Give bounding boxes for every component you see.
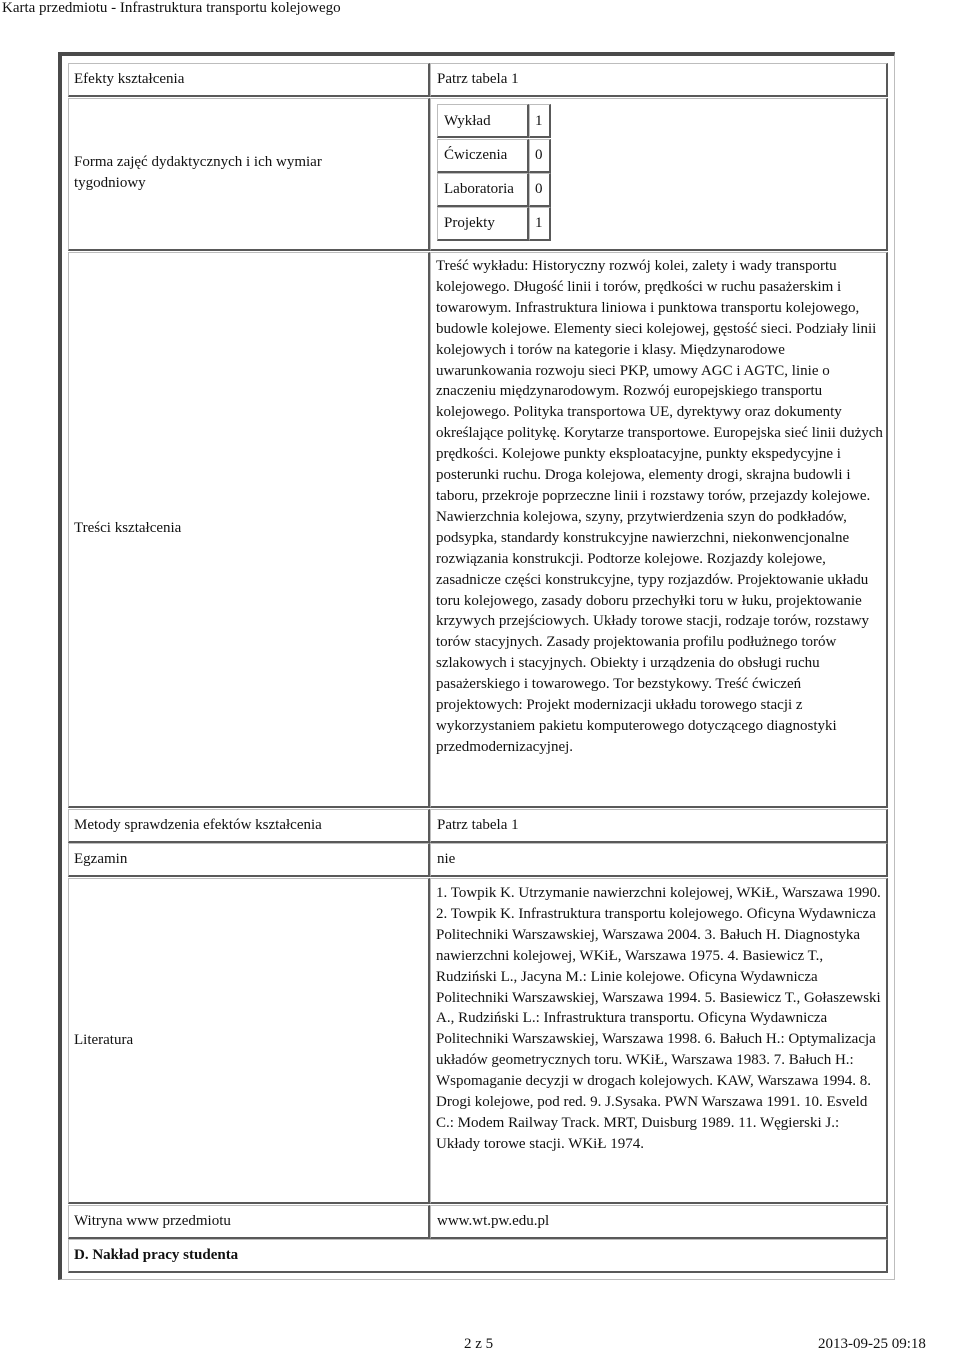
egzamin-value-cell xyxy=(430,843,888,877)
tresci-content: Treść wykładu: Historyczny rozwój kolei, zalety i wady transportu kolejowego. Długość linii i torów, prędkości w ruchu pasażerskim i towarowym. Infrastruktura liniowa i punktowa transportu kolejowego, budowle kolejowe. Elementy sieci kolejowej, gęstość sieci. Podziały linii kolejowych i torów na kategorie i klasy. Międzynarodowe uwarunkowania rozwoju sieci PKP, umowy AGC i AGTC, linie o znaczeniu międzynarodowym. Rozwój europejskiego transportu kolejowego. Polityka transportowa UE, dyrektywy oraz dokumenty określające politykę. Korytarze transportowe. Europejska sieć linii dużych prędkości. Kolejowe punkty eksploatacyjne, punkty ekspedycyjne i posterunki ruchu. Droga kolejowa, elementy drogi, skrajna budowli i taboru, przekroje poprzeczne linii i rozstawy torów, przejazdy kolejowe. Nawierzchnia kolejowa, szyny, przytwierdzenia szyn do podkładów, podsypka, standardy konstrukcyjne nawierzchni, niekonwencjonalne rozwiązania konstrukcji. Podtorze kolejowe. Rozjazdy kolejowe, zasadnicze części konstrukcyjne, typy rozjazdów. Projektowanie układu toru kolejowego, zasady doboru przechyłki toru w łuku, projektowanie krzywych przejściowych. Układy torowe stacji, rodzaje torów, rozstawy torów stacyjnych. Zasady projektowania profilu podłużnego torów szlakowych i stacyjnych. Obiekty i urządzenia do obsługi ruchu pasażerskiego i towarowego. Tor bezstykowy. Treść ćwiczeń projektowych: Projekt modernizacji układu torowego stacji z wykorzystaniem pakietu komputerowego dotyczącego diagnostyki przedmodernizacyjnej. xyxy=(436,258,883,755)
tresci-label: Treści kształcenia xyxy=(74,520,182,536)
metody-label: Metody sprawdzenia efektów kształcenia xyxy=(74,817,322,833)
forma-item-name-laboratoria: Laboratoria xyxy=(444,181,514,197)
forma-item-name-projekty: Projekty xyxy=(444,215,495,231)
forma-item-value-cwiczenia: 0 xyxy=(535,147,543,163)
page-number: 2 z 5 xyxy=(464,1336,494,1352)
literatura-label: Literatura xyxy=(74,1032,134,1048)
forma-item-name-wyklad: Wykład xyxy=(444,113,491,129)
egzamin-value: nie xyxy=(437,851,456,867)
efekty-value: Patrz tabela 1 xyxy=(437,71,519,87)
forma-item-value-laboratoria: 0 xyxy=(535,181,543,197)
metody-value: Patrz tabela 1 xyxy=(437,817,519,833)
page-header-title: Karta przedmiotu - Infrastruktura transportu kolejowego xyxy=(2,0,341,16)
witryna-label: Witryna www przedmiotu xyxy=(74,1213,231,1229)
section-d-title: D. Nakład pracy studenta xyxy=(74,1247,239,1263)
literatura-content: 1. Towpik K. Utrzymanie nawierzchni kolejowej, WKiŁ, Warszawa 1990. 2. Towpik K. Infrastruktura transportu kolejowego. Oficyna Wydawnicza Politechniki Warszawskiej, Warszawa 2004. 3. Bałuch H. Diagnostyka nawierzchni kolejowej, WKiŁ, Warszawa 1975. 4. Basiewicz T., Rudziński L., Jacyna M.: Linie kolejowe. Oficyna Wydawnicza Politechniki Warszawskiej, Warszawa 1994. 5. Basiewicz T., Gołaszewski A., Rudziński L.: Infrastruktura transportu. Oficyna Wydawnicza Politechniki Warszawskiej, Warszawa 1998. 6. Bałuch H.: Optymalizacja układów geometrycznych toru. WKiŁ, Warszawa 1983. 7. Bałuch H.: Wspomaganie decyzji w drogach kolejowych. KAW, Warszawa 1994. 8. Drogi kolejowe, pod red. 9. J.Sysaka. PWN Warszawa 1991. 10. Esveld C.: Modem Railway Track. MRT, Duisburg 1989. 11. Węgierski J.: Układy torowe stacji. WKiŁ 1974. xyxy=(436,885,881,1152)
witryna-link[interactable]: www.wt.pw.edu.pl xyxy=(437,1213,550,1229)
forma-item-value-projekty: 1 xyxy=(535,215,543,231)
forma-item-value-wyklad: 1 xyxy=(535,113,543,129)
print-timestamp: 2013-09-25 09:18 xyxy=(818,1336,926,1352)
forma-label: Forma zajęć dydaktycznych i ich wymiar tygodniowy xyxy=(74,154,322,191)
forma-item-name-cwiczenia: Ćwiczenia xyxy=(444,147,508,163)
egzamin-label: Egzamin xyxy=(74,851,128,867)
efekty-label: Efekty kształcenia xyxy=(74,71,185,87)
